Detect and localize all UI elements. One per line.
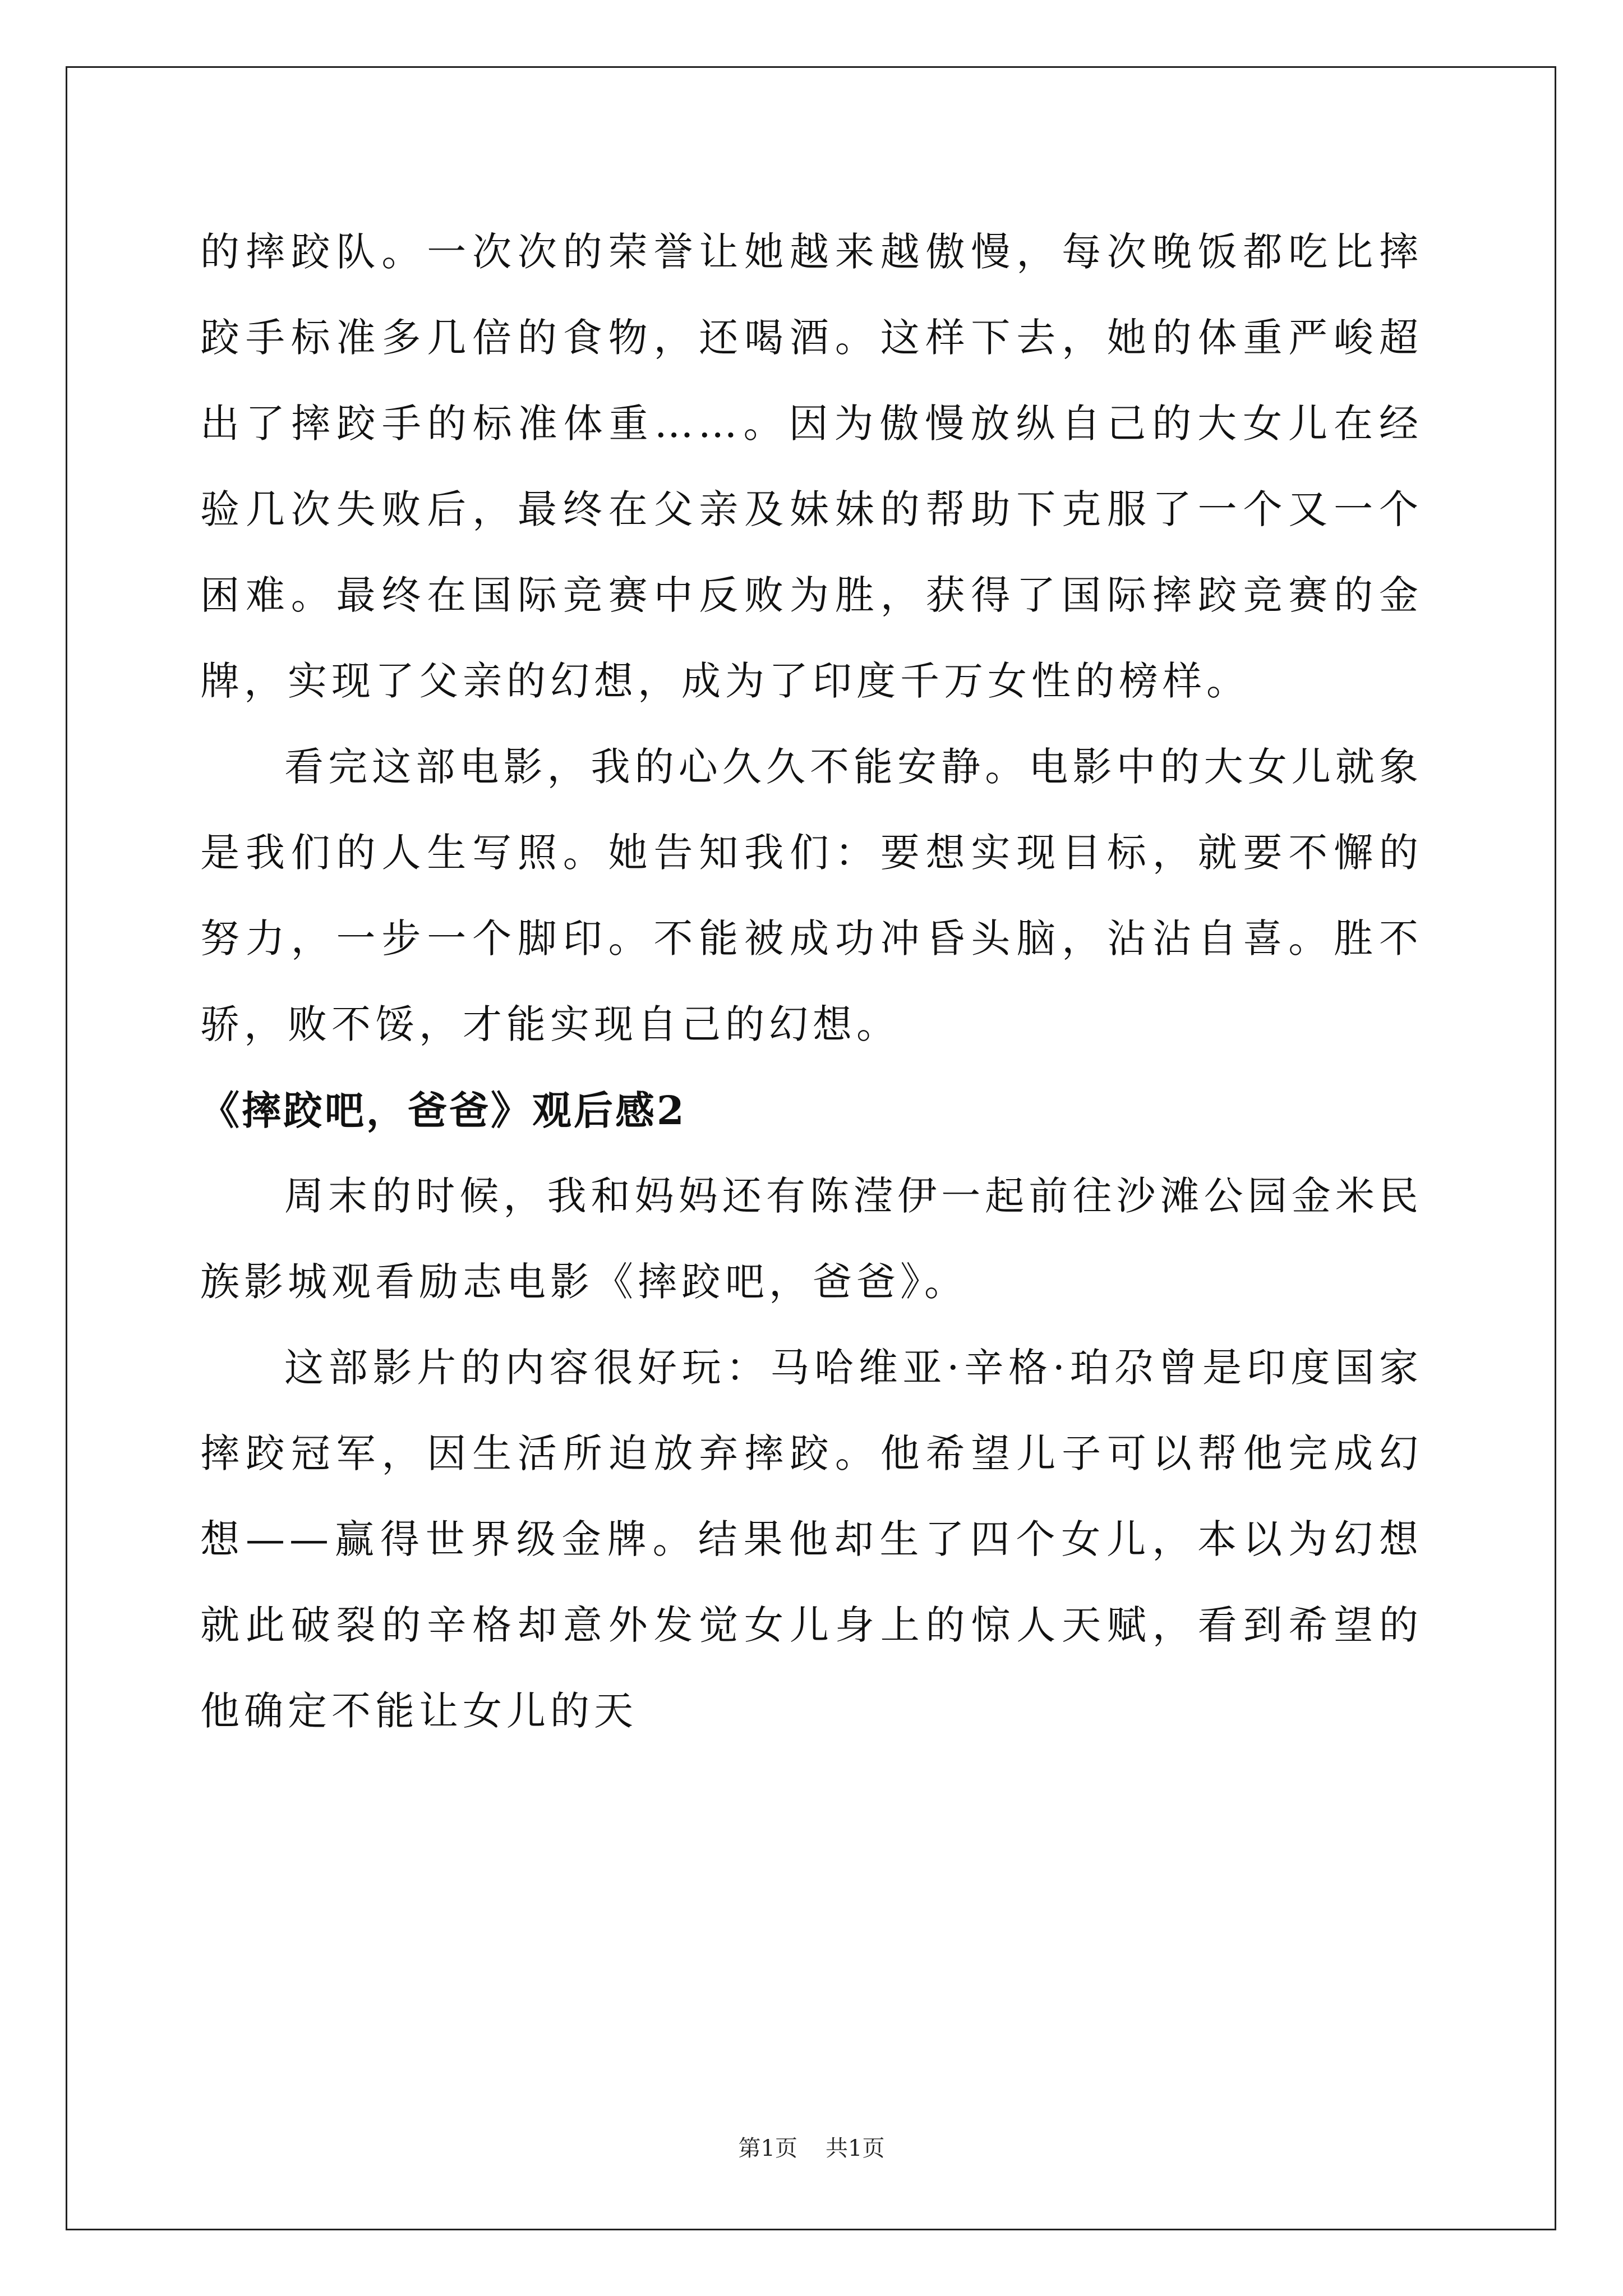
page-footer xyxy=(0,2134,1623,2162)
section-paragraph-1: 周末的时候，我和妈妈还有陈滢伊一起前往沙滩公园金米民族影城观看励志电影《摔跤吧，爸爸》。 xyxy=(200,1173,1423,1305)
document-body xyxy=(200,209,1423,1754)
body-paragraph-1: 的摔跤队。一次次的荣誉让她越来越傲慢，每次晚饭都吃比摔跤手标准多几倍的食物，还喝酒。这样下去，她的体重严峻超出了摔跤手的标准体重……。因为傲慢放纵自己的大女儿在经验几次失败后，最终在父亲及妹妹的帮助下克服了一个又一个困难。最终在国际竞赛中反败为胜，获得了国际摔跤竞赛的金牌，实现了父亲的幻想，成为了印度千万女性的榜样。 xyxy=(200,229,1423,704)
body-paragraph-2: 看完这部电影，我的心久久不能安静。电影中的大女儿就象是我们的人生写照。她告知我们：要想实现目标，就要不懈的努力，一步一个脚印。不能被成功冲昏头脑，沾沾自喜。胜不骄，败不馁，才能实现自己的幻想。 xyxy=(200,744,1423,1047)
page-total: 共1页 xyxy=(826,2136,885,2161)
section-paragraph-2: 这部影片的内容很好玩：马哈维亚·辛格·珀尕曾是印度国家摔跤冠军，因生活所迫放弃摔跤。他希望儿子可以帮他完成幻想——赢得世界级金牌。结果他却生了四个女儿，本以为幻想就此破裂的辛格却意外发觉女儿身上的惊人天赋，看到希望的他确定不能让女儿的天 xyxy=(200,1345,1423,1734)
page-number: 第1页 xyxy=(738,2136,797,2161)
section-heading: 《摔跤吧，爸爸》观后感2 xyxy=(200,1087,686,1134)
